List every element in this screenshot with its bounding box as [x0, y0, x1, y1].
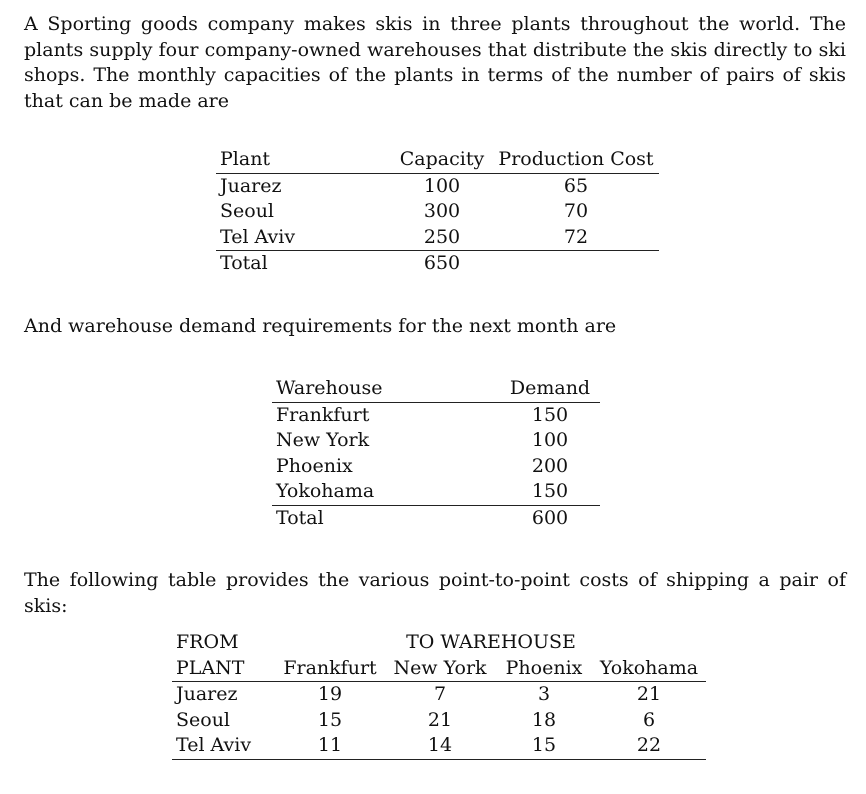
- table-row: [272, 479, 600, 505]
- table-row: [172, 682, 706, 708]
- shipping-cost-cell: 7: [433, 683, 447, 706]
- column-header-warehouse: Warehouse: [272, 376, 500, 402]
- plant-production-cost: 65: [563, 174, 589, 197]
- column-header-demand: Demand: [500, 376, 600, 402]
- table-row: [216, 173, 659, 199]
- shipping-cost-cell: 22: [592, 733, 706, 759]
- plant-name: Juarez: [220, 174, 282, 197]
- table-header-row: [172, 630, 706, 656]
- demand-intro-paragraph: And warehouse demand requirements for the next month are: [24, 315, 617, 337]
- warehouse-demand: 150: [531, 480, 569, 503]
- table-row: [216, 199, 659, 225]
- column-header-plant: Plant: [216, 147, 391, 173]
- column-header-frankfurt: Frankfurt: [276, 656, 384, 682]
- table-row: [172, 733, 706, 759]
- shipping-cost-cell: 21: [636, 683, 662, 706]
- shipping-cost-cell: 19: [317, 683, 343, 706]
- table-row: [272, 454, 600, 480]
- shipping-cost-cell: 6: [642, 708, 656, 731]
- column-header-phoenix: Phoenix: [496, 656, 592, 682]
- table-row: [172, 708, 706, 734]
- shipping-cost-table: [172, 630, 706, 760]
- intro-paragraph: A Sporting goods company makes skis in three plants throughout the world. The plants supply four company-owned warehouses that distribute the skis directly to ski shops. The monthly capacities of the plants in terms of the number of pairs of skis that can be made are: [24, 13, 846, 112]
- plant-name: Tel Aviv: [172, 733, 276, 759]
- column-header-new-york: New York: [384, 656, 496, 682]
- table-header-row: [216, 147, 659, 173]
- warehouse-demand: 150: [531, 403, 569, 426]
- shipping-cost-cell: 18: [531, 708, 557, 731]
- shipping-cost-cell: 15: [496, 733, 592, 759]
- warehouse-demand: 100: [531, 429, 569, 452]
- plant-production-cost: 70: [563, 200, 589, 223]
- column-header-yokohama: Yokohama: [592, 656, 706, 682]
- warehouse-demand: 200: [531, 454, 569, 477]
- warehouse-name: Phoenix: [276, 454, 353, 477]
- warehouse-name: Yokohama: [276, 480, 375, 503]
- plant-label: PLANT: [172, 656, 276, 682]
- plant-capacity: 100: [423, 174, 461, 197]
- table-row: [216, 225, 659, 251]
- total-demand: 600: [500, 505, 600, 531]
- table-header-row: [172, 656, 706, 682]
- plant-capacity-table: [216, 147, 659, 277]
- plant-name: Seoul: [220, 200, 275, 223]
- plant-name: Tel Aviv: [220, 225, 296, 248]
- plant-name: Seoul: [176, 708, 231, 731]
- shipping-cost-cell: 14: [384, 733, 496, 759]
- table-total-row: [272, 505, 600, 531]
- total-label: Total: [272, 505, 500, 531]
- from-label: FROM: [176, 631, 239, 653]
- table-header-row: [272, 376, 600, 402]
- table-total-row: [216, 251, 659, 277]
- warehouse-demand-table: [272, 376, 600, 532]
- plant-production-cost: 72: [563, 225, 589, 248]
- shipping-cost-cell: 3: [537, 683, 551, 706]
- column-header-production-cost: Production Cost: [493, 147, 659, 173]
- table-row: [272, 428, 600, 454]
- shipping-cost-cell: 11: [276, 733, 384, 759]
- warehouse-name: Frankfurt: [276, 403, 370, 426]
- plant-capacity: 300: [423, 200, 461, 223]
- total-label: Total: [216, 251, 391, 277]
- warehouse-name: New York: [276, 429, 370, 452]
- to-warehouse-label: TO WAREHOUSE: [406, 631, 576, 653]
- shipping-cost-cell: 15: [317, 708, 343, 731]
- shipping-cost-cell: 21: [427, 708, 453, 731]
- total-capacity: 650: [391, 251, 493, 277]
- column-header-capacity: Capacity: [391, 147, 493, 173]
- plant-capacity: 250: [423, 225, 461, 248]
- shipping-intro-paragraph: The following table provides the various point-to-point costs of shipping a pair of skis:: [24, 569, 846, 617]
- table-row: [272, 402, 600, 428]
- plant-name: Juarez: [176, 683, 238, 706]
